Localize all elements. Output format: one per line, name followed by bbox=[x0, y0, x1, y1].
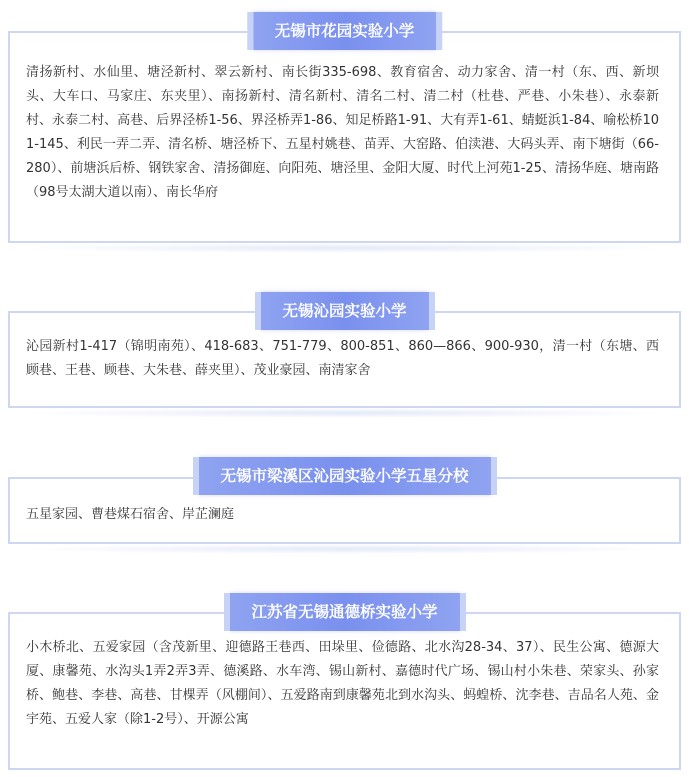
card-shadow bbox=[20, 544, 669, 554]
school-area-text: 沁园新村1-417（锦明南苑）、418-683、751-779、800-851、860—866、900-930，清一村（东塘、西顾巷、王巷、顾巷、大朱巷、薛夹里）、茂业豪园、南清家舍 bbox=[26, 339, 659, 378]
school-name: 无锡市梁溪区沁园实验小学五星分校 bbox=[220, 467, 469, 485]
card-shadow bbox=[20, 243, 669, 253]
school-area-text: 五星家园、曹巷煤石宿舍、岸芷澜庭 bbox=[26, 507, 235, 522]
card-shadow bbox=[20, 408, 669, 418]
school-card-4 bbox=[8, 612, 681, 770]
school-title-2 bbox=[260, 292, 428, 330]
school-title-3 bbox=[198, 457, 490, 495]
school-area-text: 清扬新村、水仙里、塘泾新村、翠云新村、南长街335-698、教育宿舍、动力家舍、清一村（东、西、新坝头、大车口、马家庄、东夹里）、南扬新村、清名新村、清名二村、清二村（杜巷、严巷、小朱巷）、永泰新村、永泰二村、高巷、后界泾桥1-56、界泾桥弄1-86、知足桥路1-91、大有弄1-61、蜻蜓浜1-84、喻松桥101-145、利民一弄二弄、清名桥、塘泾桥下、五星村姚巷、苗弄、大窑路、伯渎港、大码头弄、南下塘街（66-280）、前塘浜后桥、钢铁家舍、清扬御庭、向阳苑、塘泾里、金阳大厦、时代上河苑1-25、清扬华庭、塘南路（98号太湖大道以南）、南长华府 bbox=[26, 65, 659, 200]
school-name: 无锡市花园实验小学 bbox=[274, 22, 415, 40]
school-card-1 bbox=[8, 31, 681, 243]
school-title-4 bbox=[229, 593, 459, 631]
school-area-text: 小木桥北、五爱家园（含茂新里、迎德路王巷西、田垛里、俭德路、北水沟28-34、37）、民生公寓、德源大厦、康馨苑、水沟头1弄2弄3弄、德溪路、水车湾、锡山新村、嘉德时代广场、锡山村小朱巷、荣家头、孙家桥、鲍巷、李巷、高巷、甘棵弄（风棚间）、五爱路南到康馨苑北到水沟头、蚂蝗桥、沈李巷、吉品名人苑、金宇苑、五爱人家（除1-2号）、开源公寓 bbox=[26, 640, 659, 727]
school-title-1 bbox=[253, 12, 437, 50]
school-name: 江苏省无锡通德桥实验小学 bbox=[251, 603, 438, 621]
school-name: 无锡沁园实验小学 bbox=[282, 302, 407, 320]
